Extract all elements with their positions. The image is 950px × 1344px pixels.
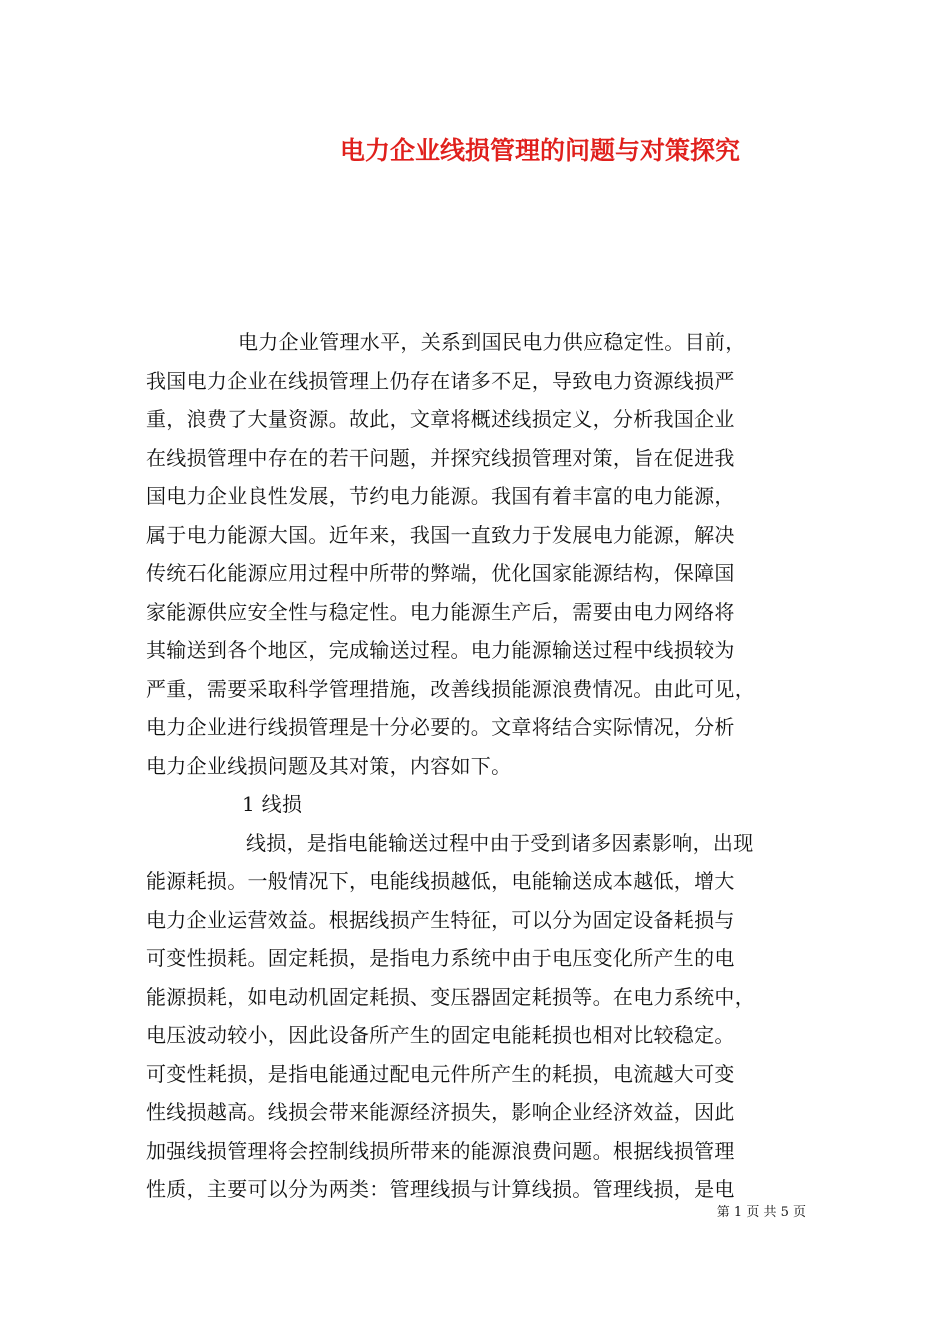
page-number: 第 1 页 共 5 页: [716, 1205, 806, 1220]
paragraph-line: 能源耗损。一般情况下，电能线损越低，电能输送成本越低，增大: [146, 869, 735, 893]
paragraph-line: 传统石化能源应用过程中所带的弊端，优化国家能源结构，保障国: [146, 561, 735, 585]
paragraph-line: 在线损管理中存在的若干问题，并探究线损管理对策，旨在促进我: [146, 445, 735, 470]
paragraph-line: 属于电力能源大国。近年来，我国一直致力于发展电力能源，解决: [146, 522, 735, 547]
paragraph-intro: [146, 323, 806, 785]
paragraph-line: 重，浪费了大量资源。故此，文章将概述线损定义，分析我国企业: [146, 407, 735, 431]
paragraph-line: 性质，主要可以分为两类：管理线损与计算线损。管理线损，是电: [146, 1177, 735, 1201]
document-title: 电力企业线损管理的问题与对策探究: [339, 136, 740, 165]
paragraph-line: 可变性耗损，是指电能通过配电元件所产生的耗损，电流越大可变: [146, 1061, 735, 1086]
paragraph-line: 其输送到各个地区，完成输送过程。电力能源输送过程中线损较为: [146, 638, 735, 662]
paragraph-line: 电力企业运营效益。根据线损产生特征，可以分为固定设备耗损与: [146, 907, 735, 932]
paragraph-line: 我国电力企业在线损管理上仍存在诸多不足，导致电力资源线损严: [146, 368, 735, 393]
section-heading: 1 线损: [242, 792, 303, 816]
paragraph-line: 电力企业线损问题及其对策，内容如下。: [146, 753, 512, 778]
paragraph-line: 家能源供应安全性与稳定性。电力能源生产后，需要由电力网络将: [146, 599, 735, 624]
paragraph-line: 可变性损耗。固定耗损，是指电力系统中由于电压变化所产生的电: [146, 946, 735, 970]
paragraph-line: 加强线损管理将会控制线损所带来的能源浪费问题。根据线损管理: [146, 1138, 735, 1163]
paragraph-line: 电压波动较小，因此设备所产生的固定电能耗损也相对比较稳定。: [146, 1023, 735, 1047]
paragraph-line: 线损，是指电能输送过程中由于受到诸多因素影响，出现: [246, 830, 754, 855]
paragraph-line: 电力企业进行线损管理是十分必要的。文章将结合实际情况，分析: [146, 715, 735, 739]
document-body: [146, 323, 806, 1209]
paragraph-line-loss: [146, 824, 806, 1209]
paragraph-line: 电力企业管理水平，关系到国民电力供应稳定性。目前，: [238, 330, 746, 354]
paragraph-line: 国电力企业良性发展，节约电力能源。我国有着丰富的电力能源，: [146, 484, 735, 508]
paragraph-line: 性线损越高。线损会带来能源经济损失，影响企业经济效益，因此: [146, 1100, 735, 1124]
paragraph-line: 能源损耗，如电动机固定耗损、变压器固定耗损等。在电力系统中，: [146, 984, 755, 1009]
paragraph-line: 严重，需要采取科学管理措施，改善线损能源浪费情况。由此可见，: [146, 676, 755, 701]
